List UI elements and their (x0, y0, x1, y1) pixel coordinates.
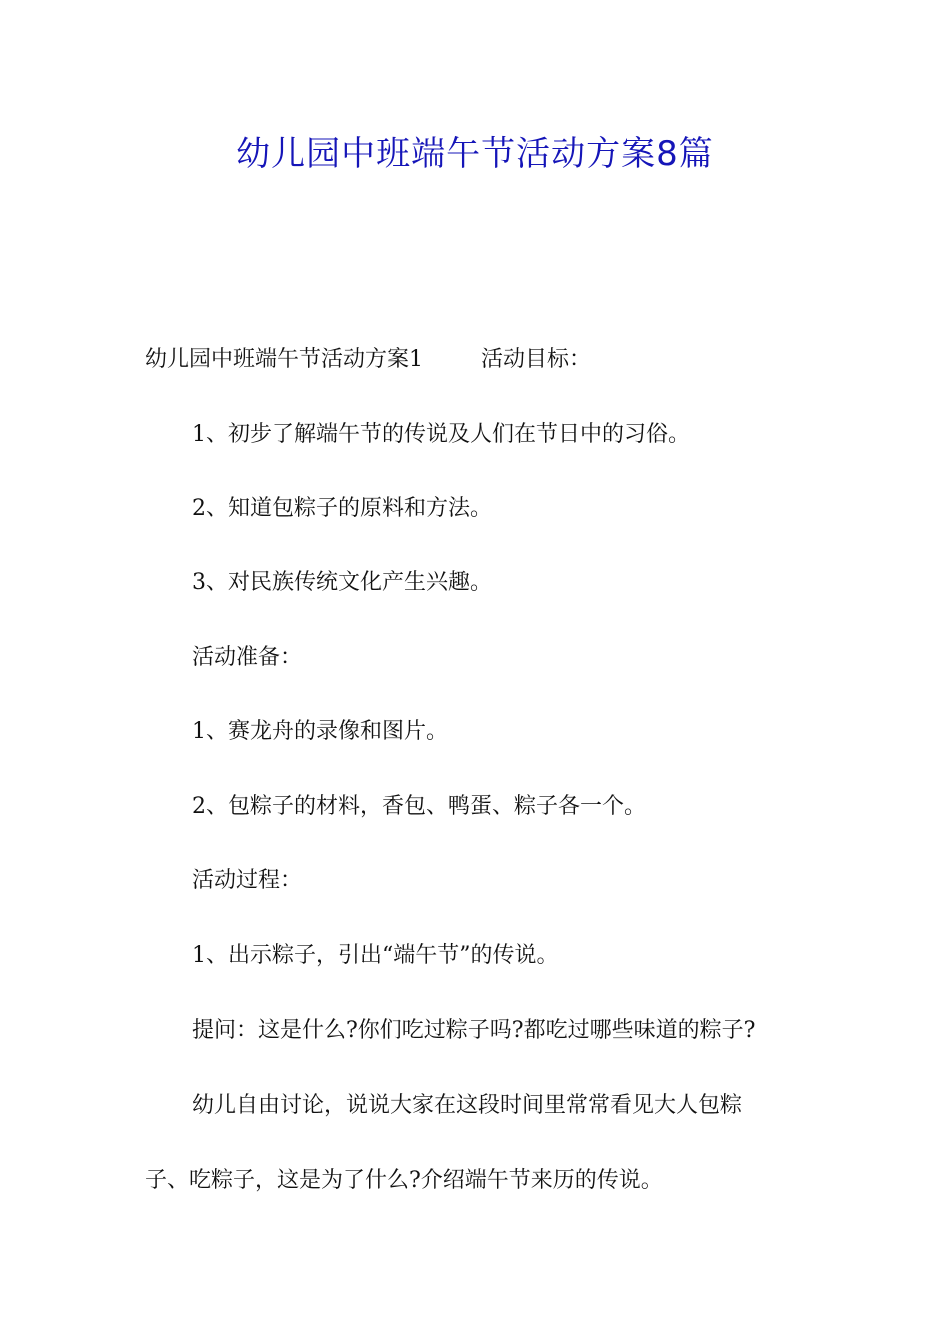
paragraph-line: 幼儿自由讨论，说说大家在这段时间里常常看见大人包粽 (192, 1093, 743, 1118)
paragraph-line: 提问：这是什么?你们吃过粽子吗?都吃过哪些味道的粽子? (192, 1018, 756, 1043)
paragraph-line: 1、初步了解端午节的传说及人们在节日中的习俗。 (192, 422, 690, 447)
paragraph-line: 2、知道包粽子的原料和方法。 (192, 496, 492, 521)
section-heading: 幼儿园中班端午节活动方案1 (145, 347, 423, 372)
paragraph-line: 活动过程： (192, 868, 303, 893)
paragraph-continuation: 子、吃粽子，这是为了什么?介绍端午节来历的传说。 (145, 1168, 663, 1193)
paragraph-line: 活动准备： (192, 645, 303, 670)
paragraph-line: 3、对民族传统文化产生兴趣。 (192, 570, 492, 595)
document-title: 幼儿园中班端午节活动方案8篇 (236, 134, 714, 174)
paragraph-line: 1、出示粽子，引出“端午节”的传说。 (192, 943, 559, 968)
paragraph-line: 2、包粽子的材料，香包、鸭蛋、粽子各一个。 (192, 794, 646, 819)
section-label: 活动目标： (481, 347, 592, 372)
paragraph-line: 1、赛龙舟的录像和图片。 (192, 719, 448, 744)
first-line (145, 345, 591, 375)
